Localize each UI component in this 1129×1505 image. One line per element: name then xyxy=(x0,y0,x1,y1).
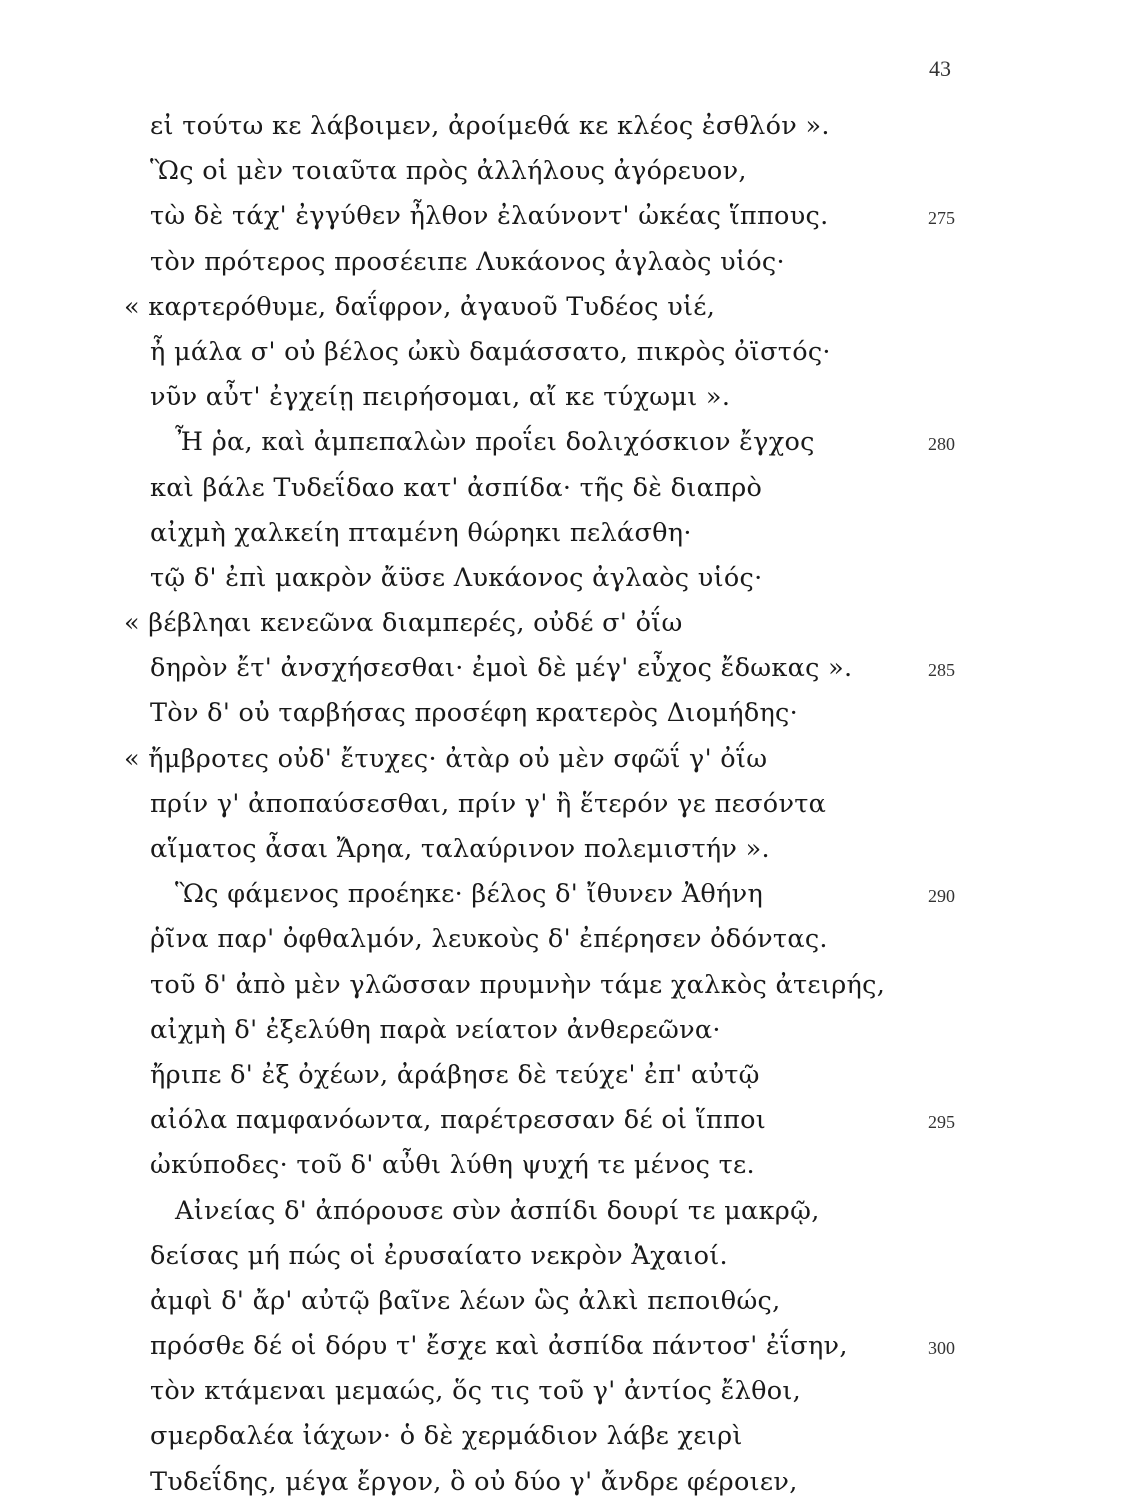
verse-line xyxy=(0,285,1129,330)
verse-line xyxy=(0,556,1129,601)
verse-line xyxy=(0,1053,1129,1098)
verse-text: νῦν αὖτ' ἐγχείῃ πειρήσομαι, αἴ κε τύχωμι ». xyxy=(150,382,731,413)
verse-line xyxy=(0,1189,1129,1234)
line-number: 300 xyxy=(928,1338,955,1359)
verse-line xyxy=(0,1008,1129,1053)
verse-text: καὶ βάλε Τυδεΐδαο κατ' ἀσπίδα· τῆς δὲ διαπρὸ xyxy=(150,472,763,503)
verse-line xyxy=(0,963,1129,1008)
verse-line xyxy=(0,511,1129,556)
verse-line xyxy=(0,1279,1129,1324)
line-number: 295 xyxy=(928,1112,955,1133)
verse-text: τὸν πρότερος προσέειπε Λυκάονος ἀγλαὸς υἱός· xyxy=(150,246,785,277)
verse-text: σμερδαλέα ἰάχων· ὁ δὲ χερμάδιον λάβε χειρὶ xyxy=(150,1421,743,1452)
verse-text: εἰ τούτω κε λάβοιμεν, ἀροίμεθά κε κλέος ἐσθλόν ». xyxy=(150,111,830,141)
verse-text: αἰχμὴ χαλκείη πταμένη θώρηκι πελάσθη· xyxy=(150,517,692,548)
verse-text: ἀμφὶ δ' ἄρ' αὐτῷ βαῖνε λέων ὣς ἀλκὶ πεποιθώς, xyxy=(150,1285,781,1316)
verse-line xyxy=(0,1143,1129,1188)
verse-line xyxy=(0,375,1129,420)
verse-line xyxy=(0,601,1129,646)
verse-line xyxy=(0,149,1129,194)
page-number: 43 xyxy=(929,56,951,81)
verse-line xyxy=(0,1098,1129,1143)
verse-line xyxy=(0,827,1129,872)
verse-text: Αἰνείας δ' ἀπόρουσε σὺν ἀσπίδι δουρί τε μακρῷ, xyxy=(175,1195,820,1226)
verse-text: τοῦ δ' ἀπὸ μὲν γλῶσσαν πρυμνὴν τάμε χαλκὸς ἀτειρής, xyxy=(150,969,886,1000)
line-number: 290 xyxy=(928,886,955,907)
verse-line xyxy=(0,1460,1129,1505)
verse-text: ἤριπε δ' ἐξ ὀχέων, ἀράβησε δὲ τεύχε' ἐπ' αὐτῷ xyxy=(150,1059,760,1090)
verse-line xyxy=(0,1324,1129,1369)
verse-text: Τυδεΐδης, μέγα ἔργον, ὃ οὐ δύο γ' ἄνδρε φέροιεν, xyxy=(150,1466,798,1497)
verse-line xyxy=(0,420,1129,465)
verse-line xyxy=(0,691,1129,736)
verse-text: αἰχμὴ δ' ἐξελύθη παρὰ νείατον ἀνθερεῶνα· xyxy=(150,1014,721,1045)
verse-line xyxy=(0,737,1129,782)
verse-line xyxy=(0,466,1129,511)
verse-text: πρίν γ' ἀποπαύσεσθαι, πρίν γ' ἢ ἕτερόν γε πεσόντα xyxy=(150,788,827,819)
verse-text: ἦ μάλα σ' οὐ βέλος ὠκὺ δαμάσσατο, πικρὸς ὀϊστός· xyxy=(150,336,831,367)
verse-text: τῷ δ' ἐπὶ μακρὸν ἄϋσε Λυκάονος ἀγλαὸς υἱός· xyxy=(150,562,763,593)
verse-text: Ὣς φάμενος προέηκε· βέλος δ' ἴθυνεν Ἀθήνη xyxy=(175,879,764,910)
line-number: 280 xyxy=(928,434,955,455)
verse-text: ὠκύποδες· τοῦ δ' αὖθι λύθη ψυχή τε μένος τε. xyxy=(150,1150,755,1181)
verse-text: αἰόλα παμφανόωντα, παρέτρεσσαν δέ οἱ ἵπποι xyxy=(150,1105,767,1136)
verse-text: « ἤμβροτες οὐδ' ἔτυχες· ἀτὰρ οὐ μὲν σφῶΐ γ' ὀΐω xyxy=(124,743,768,774)
verse-line xyxy=(0,1234,1129,1279)
verse-text: Τὸν δ' οὐ ταρβήσας προσέφη κρατερὸς Διομήδης· xyxy=(150,698,799,729)
verse-block xyxy=(0,104,1129,1505)
verse-text: τὸν κτάμεναι μεμαώς, ὅς τις τοῦ γ' ἀντίος ἔλθοι, xyxy=(150,1376,802,1407)
verse-line xyxy=(0,1369,1129,1414)
verse-text: Ἦ ῥα, καὶ ἀμπεπαλὼν προΐει δολιχόσκιον ἔγχος xyxy=(175,427,815,458)
verse-line xyxy=(0,917,1129,962)
verse-text: δείσας μή πώς οἱ ἐρυσαίατο νεκρὸν Ἀχαιοί. xyxy=(150,1240,728,1271)
verse-text: « βέβληαι κενεῶνα διαμπερές, οὐδέ σ' ὀΐω xyxy=(124,608,683,639)
verse-text: Ὣς οἱ μὲν τοιαῦτα πρὸς ἀλλήλους ἀγόρευον, xyxy=(150,156,747,187)
verse-text: αἵματος ἆσαι Ἄρηα, ταλαύρινον πολεμιστήν ». xyxy=(150,834,770,864)
verse-text: ῥῖνα παρ' ὀφθαλμόν, λευκοὺς δ' ἐπέρησεν ὀδόντας. xyxy=(150,924,828,955)
line-number: 285 xyxy=(928,660,955,681)
verse-line xyxy=(0,194,1129,239)
verse-line xyxy=(0,330,1129,375)
verse-line xyxy=(0,240,1129,285)
verse-text: δηρὸν ἔτ' ἀνσχήσεσθαι· ἐμοὶ δὲ μέγ' εὖχος ἔδωκας ». xyxy=(150,653,853,684)
verse-line xyxy=(0,782,1129,827)
verse-line xyxy=(0,104,1129,149)
verse-text: « καρτερόθυμε, δαΐφρον, ἀγαυοῦ Τυδέος υἱέ, xyxy=(124,291,716,322)
verse-line xyxy=(0,1414,1129,1459)
line-number: 275 xyxy=(928,208,955,229)
verse-line xyxy=(0,646,1129,691)
verse-text: τὼ δὲ τάχ' ἐγγύθεν ἦλθον ἐλαύνοντ' ὠκέας ἵππους. xyxy=(150,201,829,232)
verse-text: πρόσθε δέ οἱ δόρυ τ' ἔσχε καὶ ἀσπίδα πάντοσ' ἐΐσην, xyxy=(150,1331,848,1362)
verse-line xyxy=(0,872,1129,917)
